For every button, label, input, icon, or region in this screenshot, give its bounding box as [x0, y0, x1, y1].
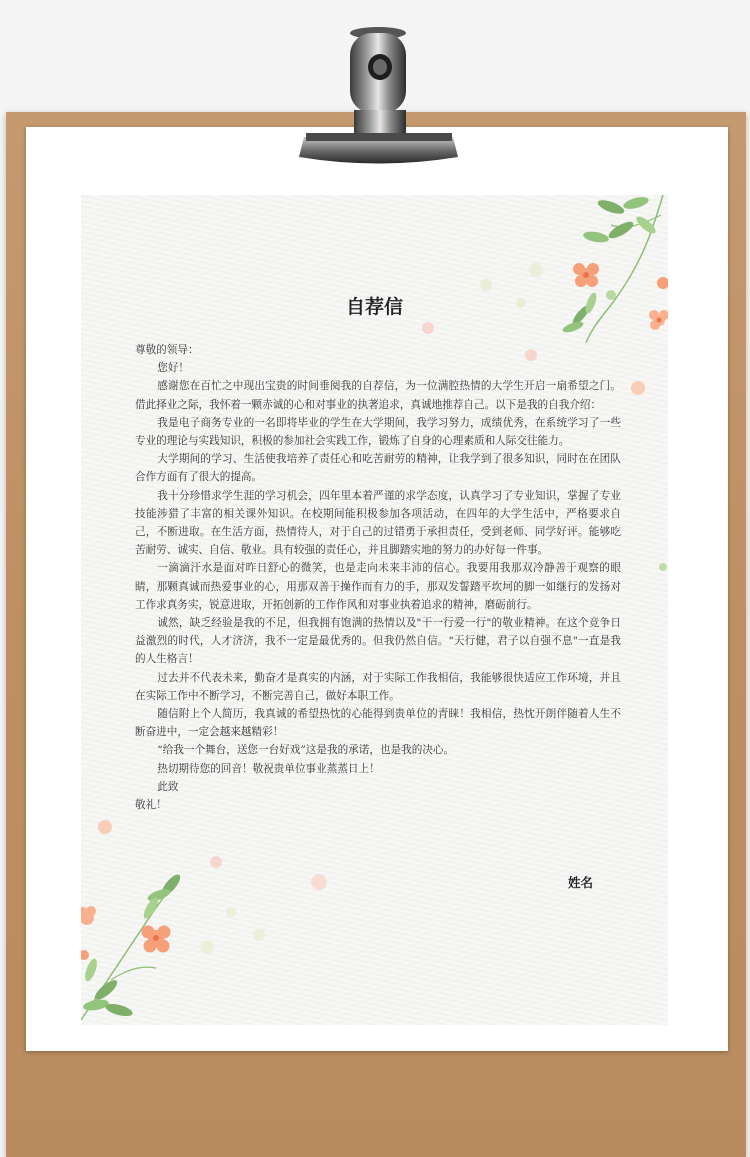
paragraph: 热切期待您的回音！敬祝贵单位事业蒸蒸日上！	[157, 762, 380, 775]
paragraph: 过去并不代表未来，勤奋才是真实的内涵，对于实际工作我相信，我能够很快适应工作环境，并且在实际工作中不断学习，不断完善自己，做好本职工作。	[135, 671, 621, 702]
greeting: 您好！	[157, 362, 190, 375]
paragraph: 随信附上个人简历，我真诚的希望热忱的心能得到贵单位的青睐！我相信，热忱开朗伴随着人生不断奋进中，一定会越来越精彩！	[135, 708, 621, 739]
paragraph: 感谢您在百忙之中现出宝贵的时间垂阅我的自荐信，为一位满腔热情的大学生开启一扇希望之门。借此择业之际，我怀着一颗赤诚的心和对事业的执著追求，真诚地推荐自己。以下是我的自我介绍：	[135, 380, 621, 411]
letter-body	[135, 341, 621, 814]
closing-salute: 敬礼！	[135, 799, 167, 812]
paragraph: 诚然，缺乏经验是我的不足，但我拥有饱满的热情以及"干一行爱一行"的敬业精神。在这个竞争日益激烈的时代，人才济济，我不一定是最优秀的。但我仍然自信。"天行健，君子以自强不息"一直是我的人生格言！	[135, 617, 621, 666]
paragraph: 一滴滴汗水是面对昨日舒心的微笑，也是走向未来丰沛的信心。我要用我那双冷静善于观察的眼睛，那颗真诚而热爱事业的心，用那双善于操作而有力的手，那双发誓踏平坎坷的脚一如继行的发扬对工作求真务实，锐意进取，开拓创新的工作作风和对事业执着追求的精神，磨砺前行。	[135, 562, 621, 611]
binder-clip-icon	[296, 25, 461, 170]
letter-page	[81, 195, 668, 1025]
floral-decoration-bottom-left	[81, 870, 191, 1025]
signature-name: 姓名	[568, 875, 594, 890]
paragraph: 我是电子商务专业的一名即将毕业的学生在大学期间，我学习努力，成绩优秀，在系统学习了一些专业的理论与实践知识，积极的参加社会实践工作，锻炼了自身的心理素质和人际交往能力。	[135, 416, 621, 448]
paragraph: 我十分珍惜求学生涯的学习机会，四年里本着严谨的求学态度，认真学习了专业知识，掌握了专业技能涉猎了丰富的相关课外知识。在校期间能积极参加各项活动，在四年的大学生活中，严格要求自己，不断进取。在生活方面，热情待人，对于自己的过错勇于承担责任，受到老师、同学好评。能够吃苦耐劳、诚实、自信、敬业。具有较强的责任心，并且脚踏实地的努力的办好每一件事。	[135, 489, 621, 557]
paragraph: 大学期间的学习、生活使我培养了责任心和吃苦耐劳的精神，让我学到了很多知识，同时在在团队合作方面有了很大的提高。	[135, 453, 621, 484]
salutation: 尊敬的领导：	[135, 344, 199, 356]
letter-title: 自荐信	[345, 296, 403, 318]
paragraph: “给我一个舞台，送您一台好戏”这是我的承诺，也是我的决心。	[157, 744, 455, 757]
closing-line: 此致	[157, 780, 179, 793]
